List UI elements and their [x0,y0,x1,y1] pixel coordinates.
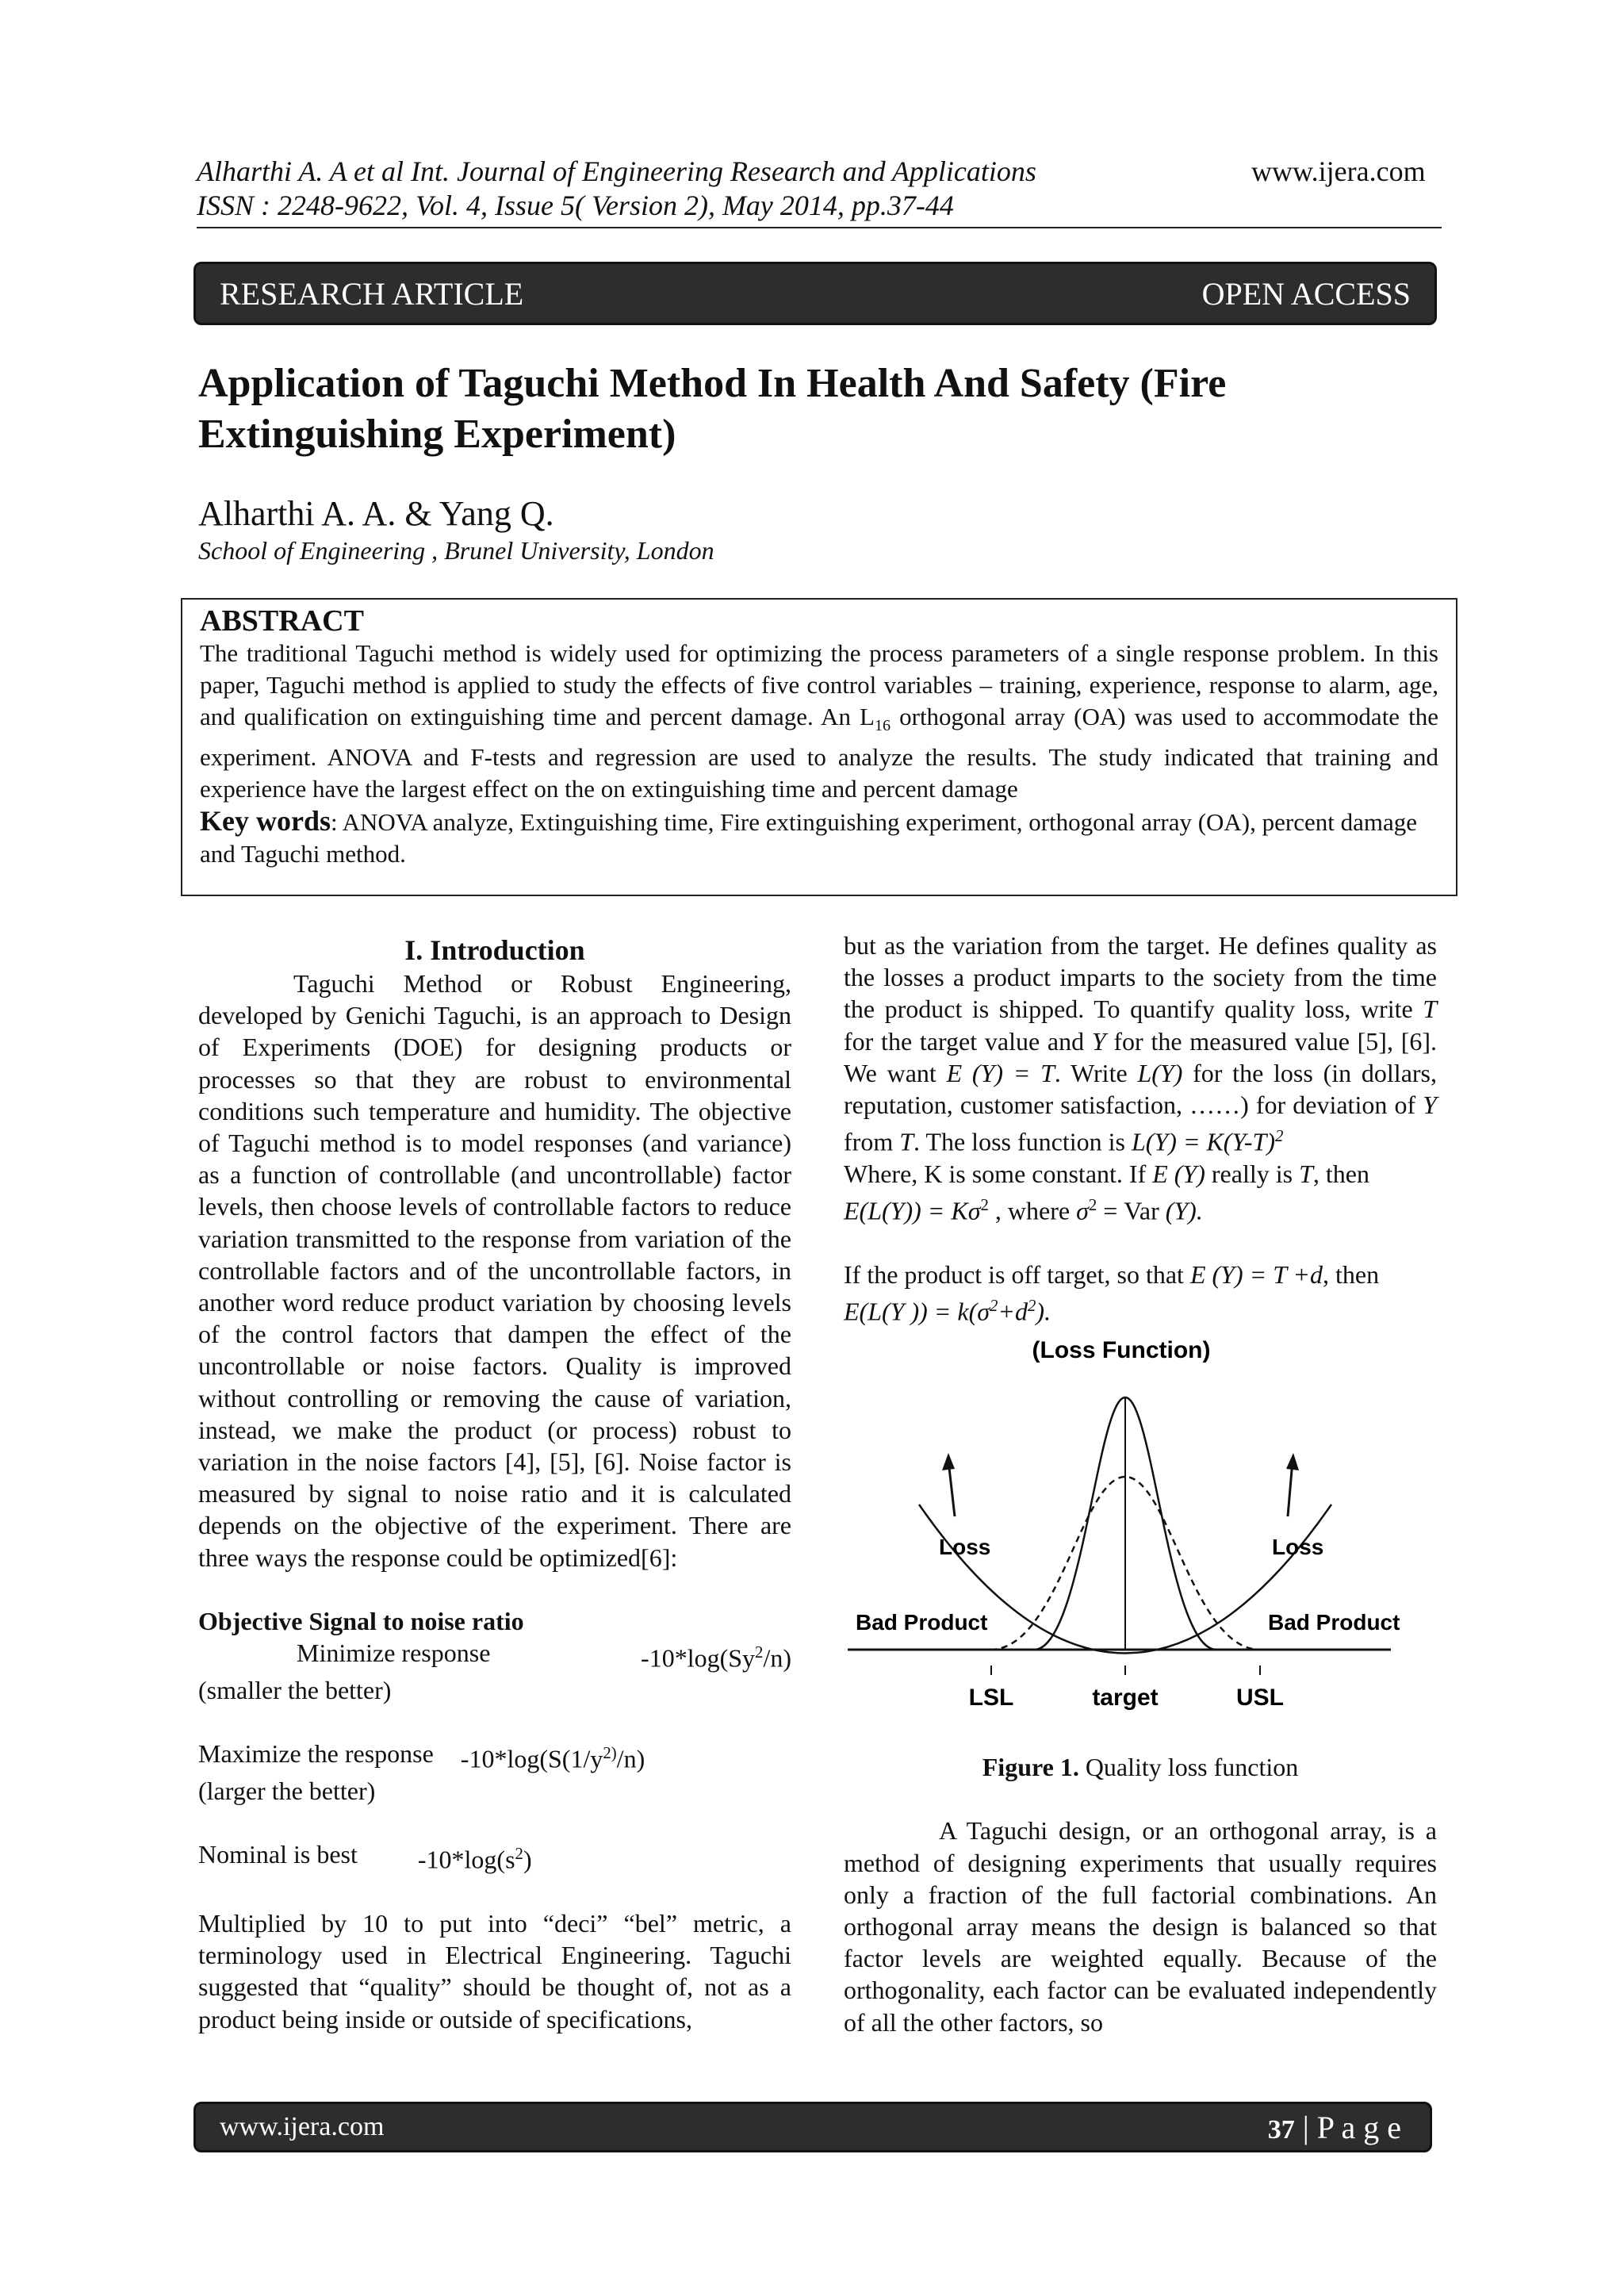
nominal-formula: $-10*\log(s^2)$ [417,1845,532,1874]
sn-heading: Objective Signal to noise ratio [198,1606,524,1635]
loss-label-left: Loss [939,1535,991,1560]
loss-label-right: Loss [1272,1535,1324,1560]
minimize-subtext: (smaller the better) [198,1675,392,1704]
authors: Alharthi A. A. & Yang Q. [198,494,554,533]
keywords: Key words: ANOVA analyze, Extinguishing time, Fire extinguishing experiment, orthogonal array (OA), percent damage and Taguchi method. [200,805,1417,868]
maximize-subtext: (larger the better) [198,1776,376,1805]
maximize-formula: $-10*\log(S(1/y^{2)}/n)$ [460,1744,645,1773]
title-line-2: Extinguishing Experiment) [198,412,676,457]
sn-row-nominal [198,1838,791,1876]
right-column [844,930,1437,2038]
target-label: target [1092,1685,1159,1711]
footer-website[interactable]: www.ijera.com [220,2112,385,2141]
nominal-label: Nominal is best [198,1840,358,1869]
arrow-head-right-icon [1286,1453,1299,1470]
taguchi-design-paragraph: A Taguchi design, or an orthogonal array, is a method of designing experiments that usually requires only a fraction of the full factorial combinations. An orthogonal array means the design is balanced so that factor levels are weighted equally. Because of the orthogonality, each factor can be evaluated independently of all the other factors, so [844,1816,1437,2037]
intro-paragraph-1: Taguchi Method or Robust Engineering, developed by Genichi Taguchi, is an approach to Design of Experiments (DOE) for designing products or processes so that they are robust to environmental conditions such temperature and humidity. The objective of Taguchi method is to model responses (and variance) as a function of controllable (and uncontrollable) factor levels, then choose levels of controllable factors to reduce variation transmitted to the response from variation of the controllable factors and of the uncontrollable factors, in another word reduce product variation by choosing levels of the control factors that dampen the effect of the uncontrollable or noise factors. Quality is improved without controlling or removing the cause of variation, instead, we make the product (or process) robust to variation in the noise factors [4], [5], [6]. Noise factor is measured by signal to noise ratio and it is calculated depends on the objective of the experiment. There are three ways the response could be optimized[6]: [198,969,791,1572]
constant-paragraph: Where, K is some constant. If E (Y) really is T, then $E(L(Y)) = K\sigma^2$ , where $\sigma^2$ = Var (Y). [844,1159,1369,1225]
research-article-label: RESEARCH ARTICLE [220,275,524,312]
minimize-label: Minimize response [297,1639,491,1668]
affiliation: School of Engineering , Brunel University, London [198,536,714,565]
arrow-head-left-icon [942,1453,955,1470]
sn-row-maximize [198,1738,791,1775]
journal-citation: Alharthi A. A et al Int. Journal of Engineering Research and Applications [197,155,1036,187]
maximize-label: Maximize the response [198,1739,434,1769]
minimize-formula: -10*log(Sy$^2$/n) [641,1643,791,1673]
header-rule [197,227,1442,228]
abstract-text: The traditional Taguchi method is widely used for optimizing the process parameters of a single response problem. In this paper, Taguchi method is applied to study the effects of five control variables – training, experience, response to alarm, age, and qualification on extinguishing time and percent damage. An $L_{16}$ orthogonal array (OA) was used to accommodate the experiment. ANOVA and F-tests and regression are used to analyze the results. The study indicated that training and experience have the largest effect on the on extinguishing time and percent damage [200,639,1438,803]
open-access-label: OPEN ACCESS [1201,275,1411,312]
journal-issn: ISSN : 2248-9622, Vol. 4, Issue 5( Version 2), May 2014, pp.37-44 [197,190,954,221]
section-heading-introduction: I. Introduction [404,934,585,966]
page-number: 37 | P a g e [1267,2109,1401,2145]
lsl-label: LSL [968,1685,1014,1711]
intro-paragraph-2: Multiplied by 10 to put into “deci” “bel” metric, a terminology used in Electrical Engineering. Taguchi suggested that “quality” should be thought of, not as a product being inside or outside of specifications, [198,1909,791,2033]
off-target-paragraph: If the product is off target, so that E (Y) = T +d, then E(L(Y )) = $k(\sigma^2+d^2)$. [844,1260,1380,1326]
abstract-heading: ABSTRACT [200,604,364,638]
page-footer [193,2102,1432,2152]
paper-title [198,358,1226,460]
abstract-box [181,598,1457,896]
bad-product-left: Bad Product [856,1610,988,1635]
left-column [198,933,791,2035]
figure-title: (Loss Function) [1032,1337,1211,1364]
loss-paragraph: but as the variation from the target. He defines quality as the losses a product imparts to the society from the time the product is shipped. To quantify quality loss, write T for the target value and Y for the measured value [5], [6]. We want E (Y) = T. Write L(Y) for the loss (in dollars, reputation, customer satisfaction, ……) for deviation of Y from T. The loss function is $L(Y) = K(Y-T)^2$ [844,931,1438,1156]
bad-product-right: Bad Product [1268,1610,1400,1635]
journal-website[interactable]: www.ijera.com [1251,155,1426,187]
sn-row-minimize [198,1637,791,1674]
title-line-1: Application of Taguchi Method In Health And Safety (Fire [198,361,1227,406]
usl-label: USL [1236,1685,1284,1711]
loss-function-figure [844,1326,1415,1731]
figure-caption: Figure 1. Quality loss function [982,1753,1299,1782]
article-type-banner [193,262,1437,325]
